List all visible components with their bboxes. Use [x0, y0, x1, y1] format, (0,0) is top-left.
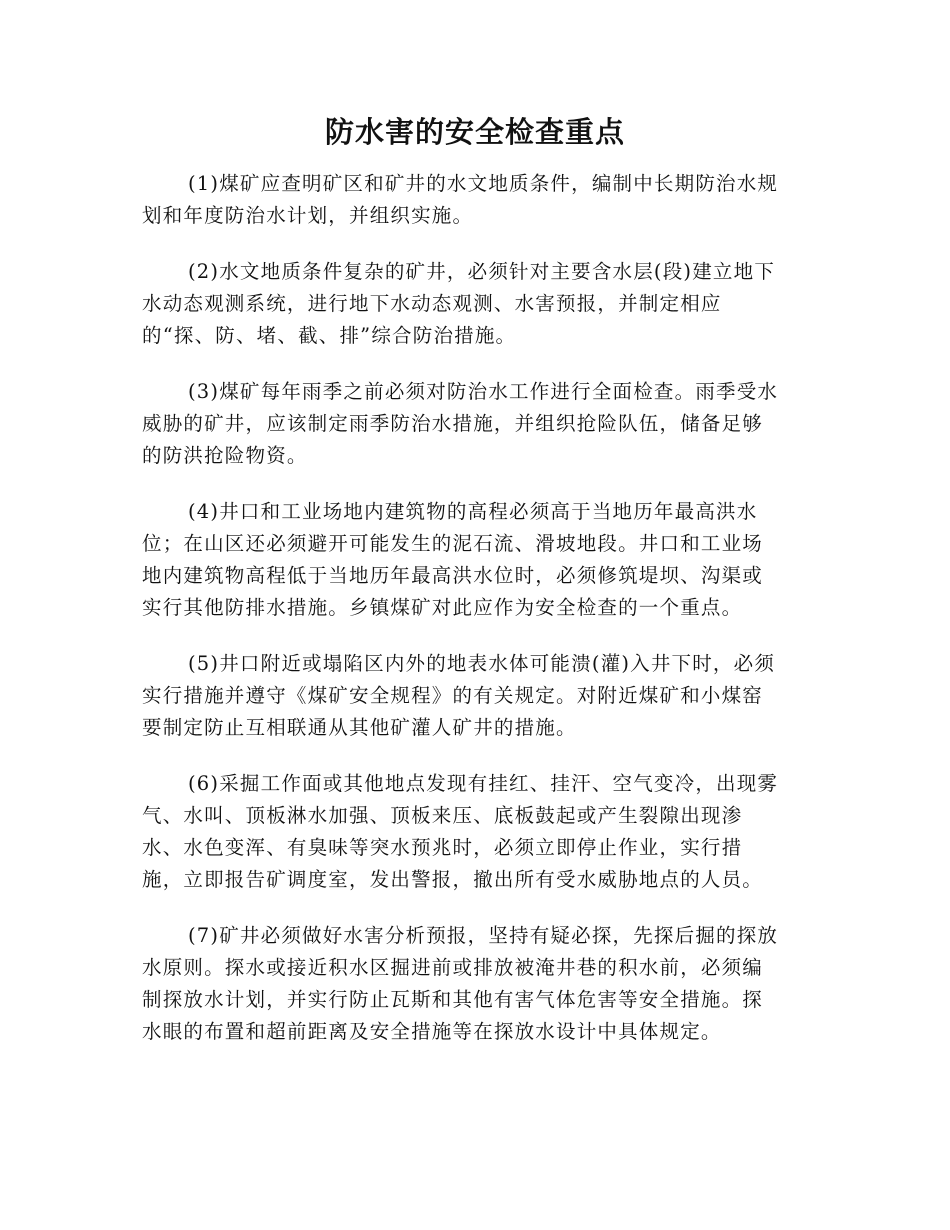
paragraph-line: (5)井口附近或塌陷区内外的地表水体可能溃(灌)入井下时，必须: [188, 652, 776, 675]
paragraph-line: 地内建筑物高程低于当地历年最高洪水位时，必须修筑堤坝、沟渠或: [142, 564, 764, 587]
paragraph-1: [142, 168, 810, 232]
paragraph-line: (7)矿井必须做好水害分析预报，坚持有疑必探，先探后掘的探放: [188, 924, 779, 947]
paragraph-2: [142, 256, 810, 352]
paragraph-5: [142, 648, 810, 744]
paragraph-line: (4)井口和工业场地内建筑物的高程必须高于当地历年最高洪水: [188, 500, 758, 523]
paragraph-line: 制探放水计划，并实行防止瓦斯和其他有害气体危害等安全措施。探: [142, 988, 764, 1011]
paragraph-line: 的防洪抢险物资。: [142, 444, 308, 467]
paragraph-line: 施，立即报告矿调度室，发出警报，撤出所有受水威胁地点的人员。: [142, 868, 764, 891]
paragraph-line: (1)煤矿应查明矿区和矿井的水文地质条件，编制中长期防治水规: [188, 172, 779, 195]
paragraph-line: 水动态观测系统，进行地下水动态观测、水害预报，并制定相应: [142, 292, 722, 315]
paragraph-line: 实行措施并遵守《煤矿安全规程》的有关规定。对附近煤矿和小煤窑: [142, 684, 764, 707]
paragraph-line: (6)采掘工作面或其他地点发现有挂红、挂汗、空气变冷，出现雾: [188, 772, 779, 795]
paragraph-4: [142, 496, 810, 624]
paragraph-line: 水眼的布置和超前距离及安全措施等在探放水设计中具体规定。: [142, 1020, 722, 1043]
paragraph-line: 划和年度防治水计划，并组织实施。: [142, 204, 474, 227]
paragraph-line: 要制定防止互相联通从其他矿灌人矿井的措施。: [142, 716, 577, 739]
paragraph-line: 实行其他防排水措施。乡镇煤矿对此应作为安全检查的一个重点。: [142, 596, 743, 619]
paragraph-line: (3)煤矿每年雨季之前必须对防治水工作进行全面检查。雨季受水: [188, 380, 779, 403]
paragraph-line: (2)水文地质条件复杂的矿井，必须针对主要含水层(段)建立地下: [188, 260, 776, 283]
paragraph-line: 水原则。探水或接近积水区掘进前或排放被淹井巷的积水前，必须编: [142, 956, 764, 979]
paragraph-3: [142, 376, 810, 472]
paragraph-6: [142, 768, 810, 896]
paragraph-line: 位；在山区还必须避开可能发生的泥石流、滑坡地段。井口和工业场: [142, 532, 764, 555]
paragraph-line: 的“探、防、堵、截、排”综合防治措施。: [142, 324, 517, 347]
document-body: [142, 168, 810, 1072]
paragraph-line: 气、水叫、顶板淋水加强、顶板来压、底板鼓起或产生裂隙出现渗: [142, 804, 743, 827]
paragraph-line: 威胁的矿井，应该制定雨季防治水措施，并组织抢险队伍，储备足够: [142, 412, 764, 435]
document-title: 防水害的安全检查重点: [324, 115, 625, 149]
paragraph-line: 水、水色变浑、有臭味等突水预兆时，必须立即停止作业，实行措: [142, 836, 743, 859]
paragraph-7: [142, 920, 810, 1048]
